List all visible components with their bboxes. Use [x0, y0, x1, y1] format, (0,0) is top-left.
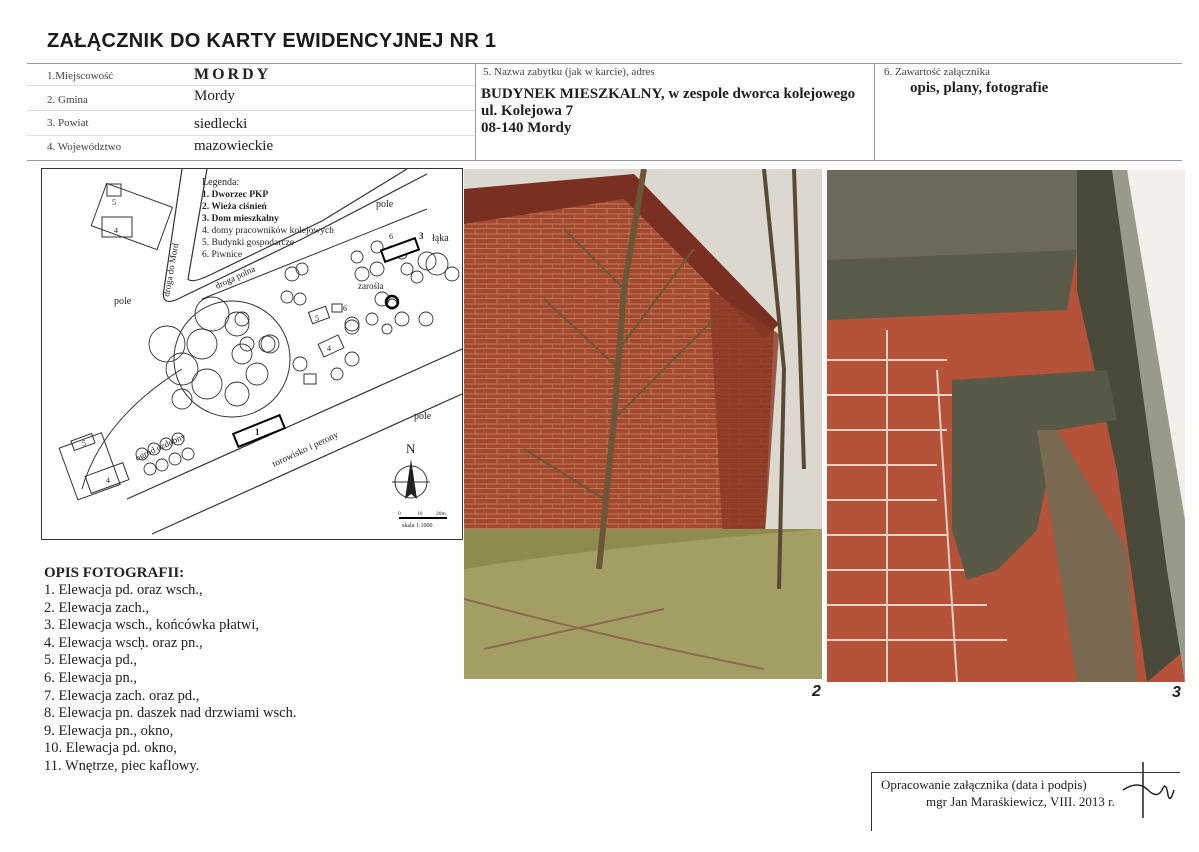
nazwa-line-2: ul. Kolejowa 7: [481, 103, 574, 119]
garden-circle: [174, 301, 290, 417]
photo-2: [464, 169, 822, 679]
building-5a: [91, 183, 172, 249]
powiat-label: 3. Powiat: [47, 117, 89, 129]
signature-name: mgr Jan Maraśkiewicz, VIII. 2013 r.: [926, 794, 1115, 809]
header-divider-2: [874, 63, 875, 160]
map-number: 5: [82, 439, 86, 448]
scale-text: skala 1:1000: [402, 523, 433, 529]
list-item: 5. Elewacja pd.,: [44, 652, 138, 669]
photo-3: [827, 170, 1185, 682]
label-pole-right: pole: [414, 411, 432, 422]
compass-icon: [392, 441, 430, 499]
building-5b: [308, 306, 329, 323]
scale-tick: 0: [398, 511, 401, 517]
building-6b: [332, 304, 342, 312]
legend-item-1: 1. Dworzec PKP: [202, 190, 269, 200]
header-top-rule: [27, 63, 1182, 64]
building-4b: [318, 335, 344, 357]
header-bottom-rule: [27, 160, 1182, 161]
list-item: 1. Elewacja pd. oraz wsch.,: [44, 582, 203, 598]
label-ogrod: ogród ozdobny: [133, 430, 188, 463]
signature-label: Opracowanie załącznika (data i podpis): [881, 777, 1087, 792]
row-rule-1: [27, 85, 475, 86]
list-item: 2. Elewacja zach.,: [44, 599, 150, 616]
list-item: 7. Elewacja zach. oraz pd.,: [44, 687, 200, 704]
label-torowisko: torowisko i perony: [271, 430, 341, 470]
nazwa-line-3: 08-140 Mordy: [481, 120, 572, 136]
map-number: 5: [315, 314, 319, 323]
map-number: 6: [343, 304, 347, 313]
opis-title: OPIS FOTOGRAFII:: [44, 565, 185, 581]
nazwa-line-1: BUDYNEK MIESZKALNY, w zespole dworca kolejowego: [481, 86, 856, 102]
legend-item-5: 5. Budynki gospodarcze: [202, 238, 295, 248]
scale-tick: 10: [417, 511, 423, 517]
site-plan-drawing: [42, 169, 462, 539]
list-item: 8. Elewacja pn. daszek nad drzwiami wsch.: [44, 705, 297, 722]
site-plan-map: [41, 168, 463, 540]
legend-title: Legenda:: [202, 177, 240, 188]
north-label: N: [406, 441, 416, 456]
label-pole-left: pole: [114, 296, 132, 307]
powiat-value: siedlecki: [194, 116, 248, 132]
label-pole-top: pole: [376, 199, 394, 210]
row-rule-3: [27, 135, 475, 136]
miejscowosc-label: 1.Miejscowość: [47, 70, 114, 82]
building-small: [304, 374, 316, 384]
list-item: 10. Elewacja pd. okno,: [44, 740, 177, 757]
miejscowosc-value: MORDY: [194, 66, 272, 83]
map-number: 1: [255, 427, 260, 437]
row-rule-2: [27, 110, 475, 111]
legend-item-6: 6. Piwnice: [202, 250, 243, 260]
zawartosc-label: 6. Zawartość załącznika: [884, 66, 990, 78]
label-zarosla: zarośla: [358, 281, 384, 291]
legend-item-2: 2. Wieża ciśnień: [202, 202, 267, 212]
photo-3-number: 3: [1172, 684, 1181, 701]
legend-item-3: 3. Dom mieszkalny: [202, 214, 279, 224]
list-item: 9. Elewacja pn., okno,: [44, 722, 174, 739]
map-number: 4: [106, 476, 110, 485]
handwritten-signature: [1118, 760, 1180, 820]
opis-list: [44, 582, 296, 776]
photo-2-number: 2: [812, 683, 821, 700]
label-droga-polna: droga polna: [213, 263, 257, 291]
list-item: 3. Elewacja wsch., końcówka płatwi,: [44, 617, 260, 634]
nazwa-label: 5. Nazwa zabytku (jak w karcie), adres: [483, 66, 655, 78]
curve-edge: [82, 369, 182, 489]
label-droga-mord: droga do Mord: [161, 242, 181, 298]
nazwa-value: [481, 86, 855, 137]
map-number: 6: [389, 232, 393, 241]
scale-tick: 20m: [436, 511, 446, 517]
list-item: 6. Elewacja pn.,: [44, 669, 138, 686]
zawartosc-value: opis, plany, fotografie: [910, 80, 1049, 96]
wojewodztwo-label: 4. Województwo: [47, 141, 122, 153]
page-title: ZAŁĄCZNIK DO KARTY EWIDENCYJNEJ NR 1: [47, 30, 497, 52]
photo-3-image: [827, 170, 1185, 682]
map-number: 4: [327, 344, 331, 353]
map-number: 3: [419, 231, 424, 241]
gmina-label: 2. Gmina: [47, 94, 88, 106]
legend-item-4: 4. domy pracowników kolejowych: [202, 226, 334, 236]
list-item: 11. Wnętrze, piec kaflowy.: [44, 757, 200, 774]
label-laka: łąka: [432, 233, 449, 244]
list-item: 4. Elewacja wscḥ. oraz pn.,: [44, 634, 203, 651]
header-divider-1: [475, 63, 476, 160]
photo-2-image: [464, 169, 822, 679]
wojewodztwo-value: mazowieckie: [194, 138, 274, 154]
gmina-value: Mordy: [194, 88, 235, 104]
scale-bar: [398, 511, 447, 529]
map-number: 5: [112, 198, 116, 207]
map-number: 4: [114, 226, 118, 235]
